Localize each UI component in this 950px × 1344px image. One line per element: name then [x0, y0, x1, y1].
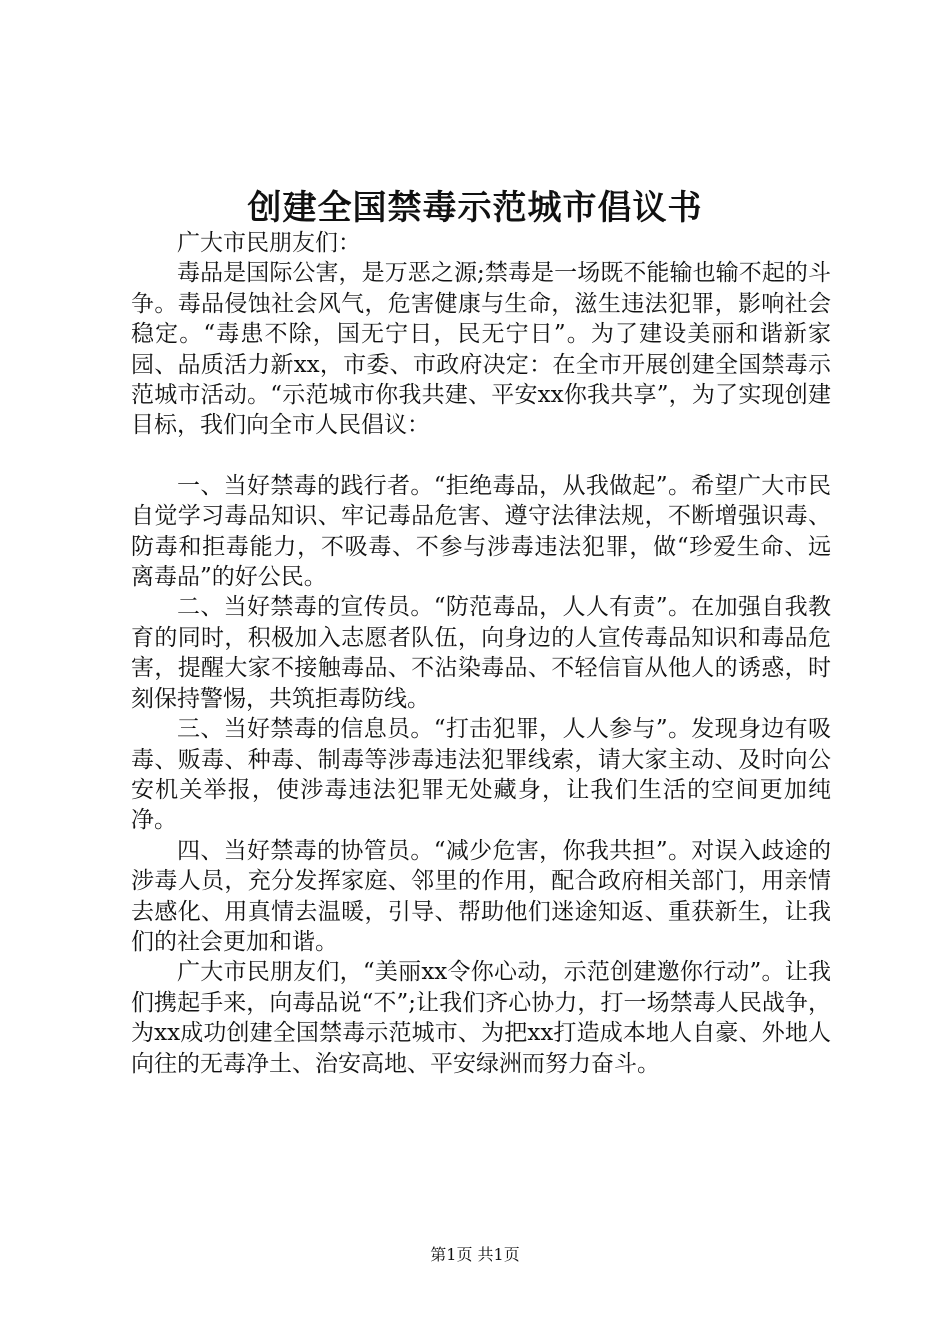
salutation: 广大市民朋友们：	[177, 230, 361, 256]
paragraph-closing: 广大市民朋友们，“美丽xx令你心动，示范创建邀你行动”。让我们携起手来，向毒品说“不”;让我们齐心协力，打一场禁毒人民战争，为xx成功创建全国禁毒示范城市、为把xx打造成本地人自豪、外地人向往的无毒净土、治安高地、平安绿洲而努力奋斗。	[131, 959, 831, 1077]
paragraph-item-1: 一、当好禁毒的践行者。“拒绝毒品，从我做起”。希望广大市民自觉学习毒品知识、牢记毒品危害、遵守法律法规，不断增强识毒、防毒和拒毒能力，不吸毒、不参与涉毒违法犯罪，做“珍爱生命、远离毒品”的好公民。	[131, 472, 831, 591]
document-body	[131, 228, 831, 1079]
paragraph-item-3: 三、当好禁毒的信息员。“打击犯罪，人人参与”。发现身边有吸毒、贩毒、种毒、制毒等涉毒违法犯罪线索，请大家主动、及时向公安机关举报，使涉毒违法犯罪无处藏身，让我们生活的空间更加纯净。	[131, 716, 831, 834]
paragraph-item-4: 四、当好禁毒的协管员。“减少危害，你我共担”。对误入歧途的涉毒人员，充分发挥家庭、邻里的作用，配合政府相关部门，用亲情去感化、用真情去温暖，引导、帮助他们迷途知返、重获新生，让我们的社会更加和谐。	[131, 837, 831, 955]
paragraph-item-2: 二、当好禁毒的宣传员。“防范毒品，人人有责”。在加强自我教育的同时，积极加入志愿者队伍，向身边的人宣传毒品知识和毒品危害，提醒大家不接触毒品、不沾染毒品、不轻信盲从他人的诱惑，时刻保持警惕，共筑拒毒防线。	[131, 594, 831, 712]
page-footer: 第1页 共1页	[430, 1245, 520, 1264]
document-title: 创建全国禁毒示范城市倡议书	[247, 188, 703, 228]
paragraph-intro: 毒品是国际公害，是万恶之源;禁毒是一场既不能输也输不起的斗争。毒品侵蚀社会风气，危害健康与生命，滋生违法犯罪，影响社会稳定。“毒患不除，国无宁日，民无宁日”。为了建设美丽和谐新家园、品质活力新xx，市委、市政府决定：在全市开展创建全国禁毒示范城市活动。“示范城市你我共建、平安xx你我共享”，为了实现创建目标，我们向全市人民倡议：	[131, 260, 831, 439]
